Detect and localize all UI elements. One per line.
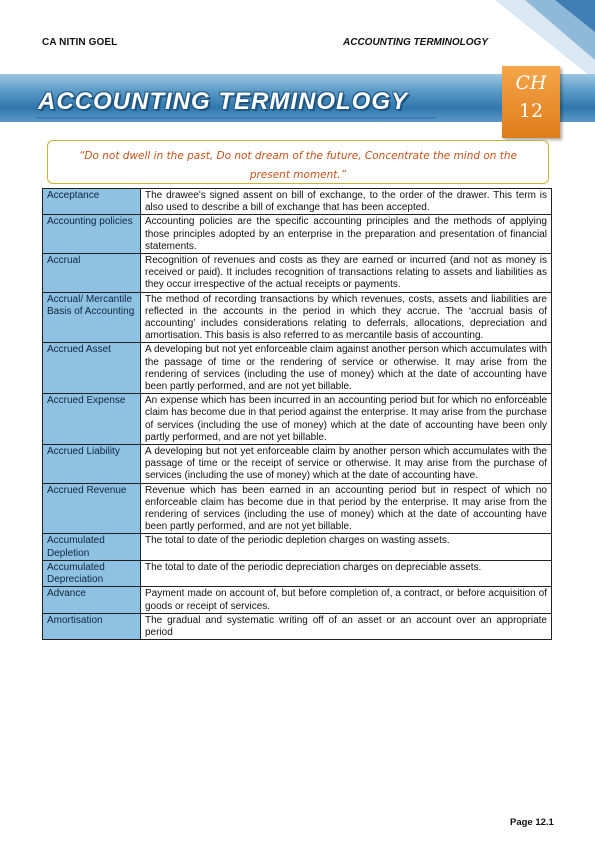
- chapter-badge: [502, 66, 560, 138]
- title-underline: [36, 117, 436, 119]
- term-cell: Accrued Revenue: [43, 483, 141, 534]
- chapter-prefix: CH: [515, 72, 547, 94]
- definition-cell: The total to date of the periodic depreciation charges on depreciable assets.: [141, 560, 552, 586]
- term-cell: Accounting policies: [43, 215, 141, 254]
- chapter-number: 12: [518, 100, 544, 122]
- table-row: [43, 534, 552, 560]
- term-cell: Advance: [43, 587, 141, 613]
- quote-text: “Do not dwell in the past, Do not dream of the future, Concentrate the mind on the present moment.”: [78, 150, 518, 181]
- term-cell: Accumulated Depletion: [43, 534, 141, 560]
- table-row: [43, 560, 552, 586]
- table-row: [43, 189, 552, 215]
- page-title: ACCOUNTING TERMINOLOGY: [38, 88, 408, 115]
- term-cell: Amortisation: [43, 613, 141, 639]
- term-cell: Accumulated Depreciation: [43, 560, 141, 586]
- term-cell: Acceptance: [43, 189, 141, 215]
- term-cell: Accrual: [43, 254, 141, 293]
- table-row: [43, 292, 552, 343]
- term-cell: Accrued Liability: [43, 445, 141, 484]
- author-header: CA NITIN GOEL: [42, 37, 118, 48]
- table-row: [43, 483, 552, 534]
- table-row: [43, 394, 552, 445]
- page-number: Page 12.1: [510, 817, 554, 828]
- definition-cell: Revenue which has been earned in an accounting period but in respect of which no enforceable claim has become due in that period by the enterprise. It may arise from the rendering of services (including the use of money) which at the date of accounting have been partly performed, and are not yet billable.: [141, 483, 552, 534]
- definition-cell: The gradual and systematic writing off of an asset or an account over an appropriate period: [141, 613, 552, 639]
- table-row: [43, 613, 552, 639]
- definition-cell: The method of recording transactions by which revenues, costs, assets and liabilities are reflected in the accounts in the period in which they accrue. The ‘accrual basis of accounting’ includes considerations relating to deferrals, allocations, depreciation and amortisation. This basis is also referred to as mercantile basis of accounting.: [141, 292, 552, 343]
- table-row: [43, 254, 552, 293]
- table-row: [43, 587, 552, 613]
- definition-cell: An expense which has been incurred in an accounting period but for which no enforceable claim has become due in that period against the enterprise. It may arise from the purchase of services (including the use of money) which at the date of accounting have been only partly performed, and are not yet billable.: [141, 394, 552, 445]
- subject-header: ACCOUNTING TERMINOLOGY: [343, 37, 488, 48]
- definition-cell: Payment made on account of, but before completion of, a contract, or before acquisition of goods or receipt of services.: [141, 587, 552, 613]
- table-row: [43, 343, 552, 394]
- definition-cell: A developing but not yet enforceable claim by another person which accumulates with the passage of time or the receipt of service or otherwise. It may arise from the purchase of services (including the use of money) which at the date of accounting have.: [141, 445, 552, 484]
- term-cell: Accrued Expense: [43, 394, 141, 445]
- definition-cell: Accounting policies are the specific accounting principles and the methods of applying those principles adopted by an enterprise in the preparation and presentation of financial statements.: [141, 215, 552, 254]
- definition-cell: A developing but not yet enforceable claim against another person which accumulates with the passage of time or the rendering of service or otherwise. It may arise from the rendering of services (including the use of money) which at the date of accounting have been partly performed, and are not yet billable.: [141, 343, 552, 394]
- definition-cell: The total to date of the periodic depletion charges on wasting assets.: [141, 534, 552, 560]
- table-row: [43, 445, 552, 484]
- definition-cell: The drawee's signed assent on bill of exchange, to the order of the drawer. This term is also used to describe a bill of exchange that has been accepted.: [141, 189, 552, 215]
- term-cell: Accrual/ Mercantile Basis of Accounting: [43, 292, 141, 343]
- table-row: [43, 215, 552, 254]
- term-cell: Accrued Asset: [43, 343, 141, 394]
- terminology-table: [42, 188, 552, 640]
- definition-cell: Recognition of revenues and costs as they are earned or incurred (and not as money is received or paid). It includes recognition of transactions relating to assets and liabilities as they occur irrespective of the actual receipts or payments.: [141, 254, 552, 293]
